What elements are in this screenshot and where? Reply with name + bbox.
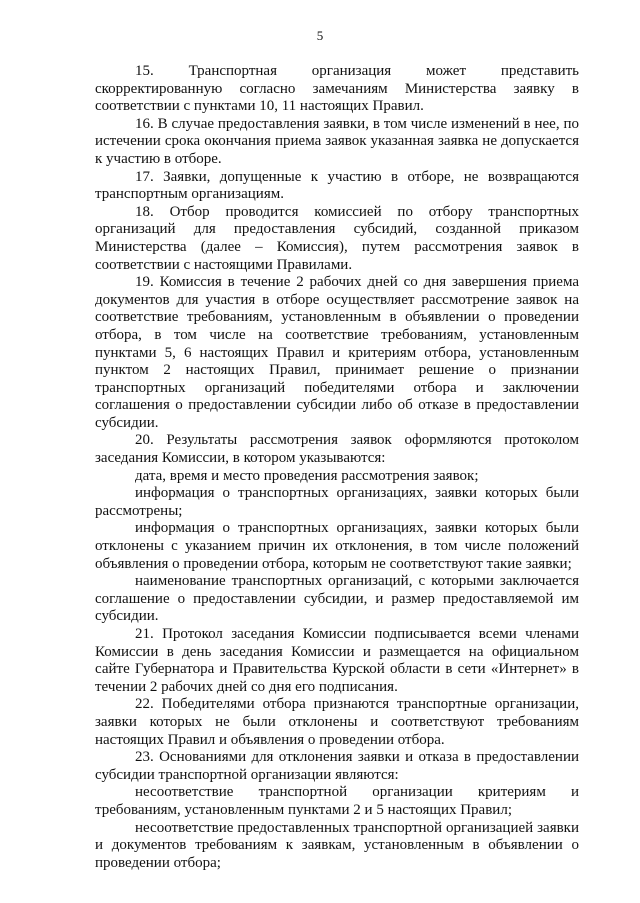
paragraph-15: 15. Транспортная организация может представить скорректированную согласно замечаниям Министерства заявку в соответствии с пунктами 10, 11 настоящих Правил. xyxy=(95,63,579,115)
paragraph-20-item-winners: наименование транспортных организаций, с которыми заключается соглашение о предоставлении субсидии, и размер предоставляемой им субсидии. xyxy=(95,573,579,625)
document-body xyxy=(95,63,579,872)
paragraph-16: 16. В случае предоставления заявки, в том числе изменений в нее, по истечении срока окончания приема заявок указанная заявка не допускается к участию в отборе. xyxy=(95,115,579,167)
paragraph-20-item-rejected: информация о транспортных организациях, заявки которых были отклонены с указанием причин их отклонения, в том числе положений объявления о проведении отбора, которым не соответствуют такие заявки; xyxy=(95,520,579,572)
page-number: 5 xyxy=(316,28,324,43)
paragraph-22: 22. Победителями отбора признаются транспортные организации, заявки которых не были отклонены и соответствуют требованиям настоящих Правил и объявления о проведении отбора. xyxy=(95,696,579,748)
paragraph-23-item-criteria: несоответствие транспортной организации критериям и требованиям, установленным пунктами 2 и 5 настоящих Правил; xyxy=(95,784,579,818)
paragraph-20-item-reviewed: информация о транспортных организациях, заявки которых были рассмотрены; xyxy=(95,485,579,519)
paragraph-23-item-documents: несоответствие предоставленных транспортной организацией заявки и документов требованиям к заявкам, установленным в объявлении о проведении отбора; xyxy=(95,819,579,871)
paragraph-20: 20. Результаты рассмотрения заявок оформляются протоколом заседания Комиссии, в котором указываются: xyxy=(95,432,579,467)
paragraph-17: 17. Заявки, допущенные к участию в отборе, не возвращаются транспортным организациям. xyxy=(95,168,579,203)
paragraph-23: 23. Основаниями для отклонения заявки и отказа в предоставлении субсидии транспортной организации являются: xyxy=(95,749,579,783)
paragraph-18: 18. Отбор проводится комиссией по отбору транспортных организаций для предоставления субсидий, созданной приказом Министерства (далее – Комиссия), путем рассмотрения заявок в соответствии с настоящими Правилами. xyxy=(95,203,579,273)
paragraph-20-item-date: дата, время и место проведения рассмотрения заявок; xyxy=(135,467,479,484)
paragraph-21: 21. Протокол заседания Комиссии подписывается всеми членами Комиссии в день заседания Комиссии и размещается на официальном сайте Губернатора и Правительства Курской области в сети «Интернет» в течении 2 рабочих дней со дня его подписания. xyxy=(95,626,579,695)
paragraph-19: 19. Комиссия в течение 2 рабочих дней со дня завершения приема документов для участия в отборе осуществляет рассмотрение заявок на соответствие требованиям, установленным в объявлении о проведении отбора, в том числе на соответствие требованиям, установленным пунктами 5, 6 настоящих Правил и критериям отбора, установленным пунктом 2 настоящих Правил, принимает решение о признании транспортных организаций победителями отбора и заключении соглашения о предоставлении субсидии либо об отказе в предоставлении субсидии. xyxy=(95,274,579,431)
